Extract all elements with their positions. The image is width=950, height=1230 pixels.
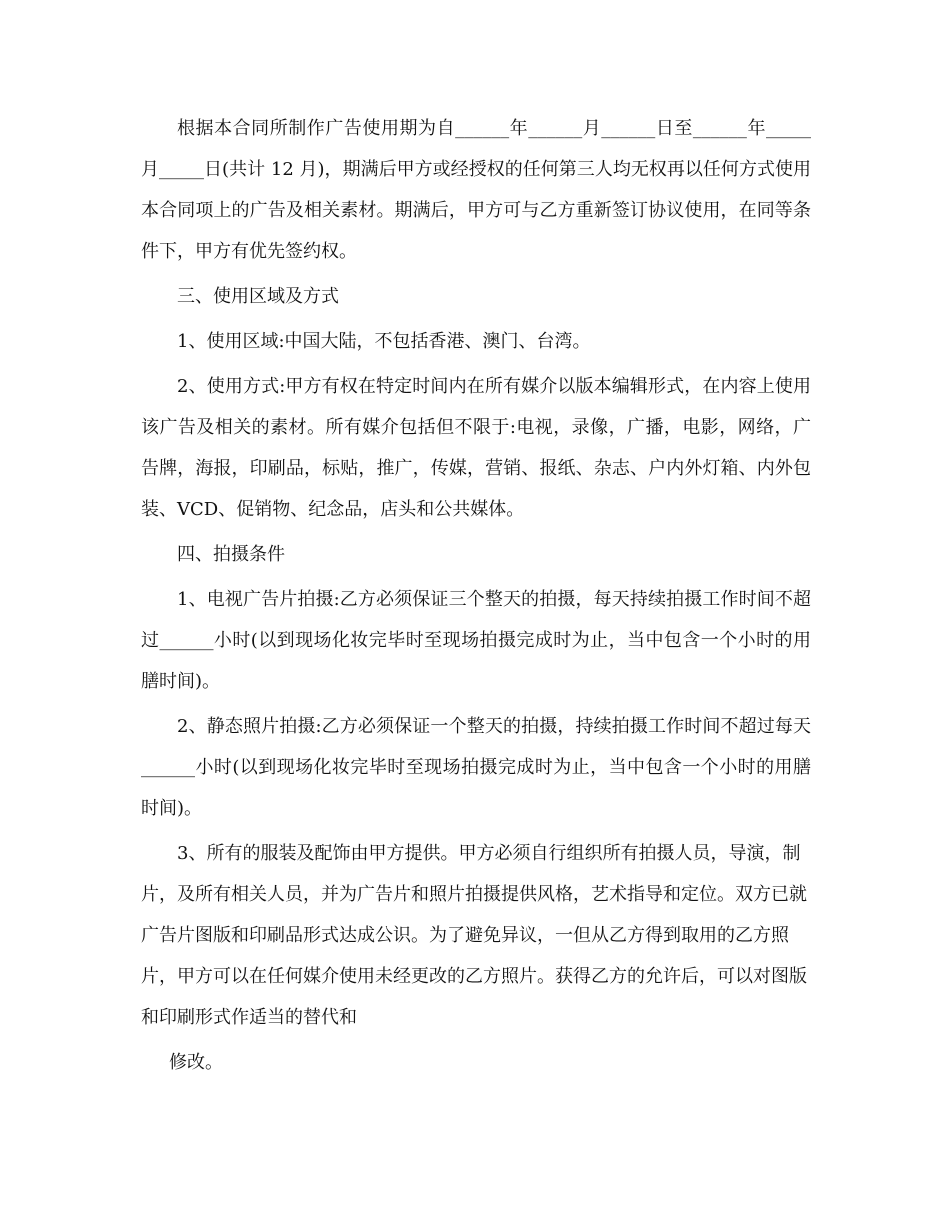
document-body	[141, 108, 811, 1087]
section-heading-usage-area: 三、使用区域及方式	[177, 286, 339, 307]
section-heading-shooting-conditions: 四、拍摄条件	[177, 544, 285, 565]
paragraph-photo-shooting: 2、静态照片拍摄:乙方必须保证一个整天的拍摄，持续拍摄工作时间不超过每天______小时(以到现场化妆完毕时至现场拍摄完成时为止，当中包含一个小时的用膳时间)。	[141, 716, 811, 819]
paragraph-usage-method: 2、使用方式:甲方有权在特定时间内在所有媒介以版本编辑形式，在内容上使用该广告及相关的素材。所有媒介包括但不限于:电视，录像，广播，电影，网络，广告牌，海报，印刷品，标贴，推广，传媒，营销、报纸、杂志、户内外灯箱、内外包装、VCD、促销物、纪念品，店头和公共媒体。	[141, 376, 811, 520]
paragraph-usage-period: 根据本合同所制作广告使用期为自______年______月______日至______年_____月_____日(共计 12 月)，期满后甲方或经授权的任何第三人均无权再以任何方式使用本合同项上的广告及相关素材。期满后，甲方可与乙方重新签订协议使用，在同等条件下，甲方有优先签约权。	[141, 118, 811, 262]
paragraph-costumes-and-usage: 3、所有的服装及配饰由甲方提供。甲方必须自行组织所有拍摄人员，导演，制片，及所有相关人员，并为广告片和照片拍摄提供风格，艺术指导和定位。双方已就广告片图版和印刷品形式达成公识。为了避免异议，一但从乙方得到取用的乙方照片，甲方可以在任何媒介使用未经更改的乙方照片。获得乙方的允许后，可以对图版和印刷形式作适当的替代和	[141, 843, 807, 1028]
paragraph-usage-area: 1、使用区域:中国大陆，不包括香港、澳门、台湾。	[177, 331, 591, 352]
paragraph-tv-shooting: 1、电视广告片拍摄:乙方必须保证三个整天的拍摄，每天持续拍摄工作时间不超过______小时(以到现场化妆完毕时至现场拍摄完成时为止，当中包含一个小时的用膳时间)。	[141, 589, 811, 692]
paragraph-tail-modification: 修改。	[169, 1052, 223, 1073]
